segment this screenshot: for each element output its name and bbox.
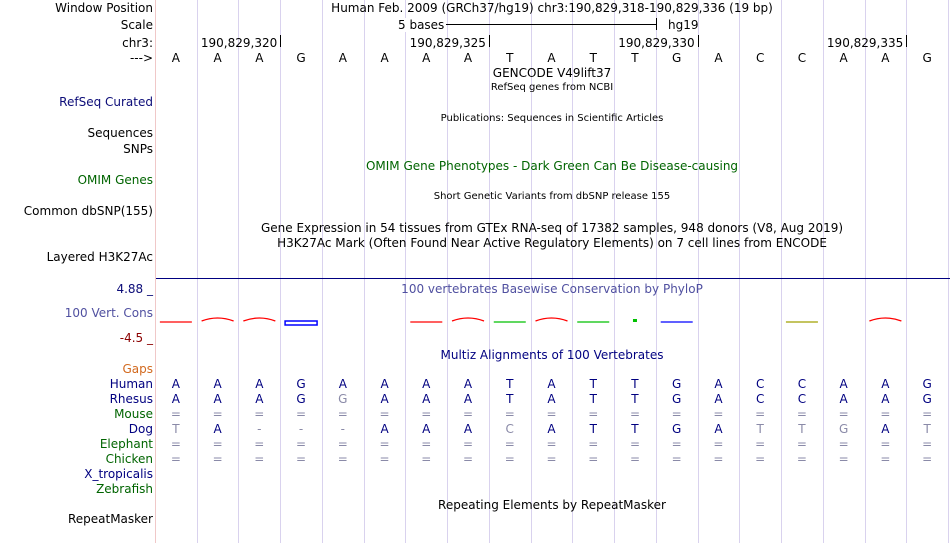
alignment-base: A	[547, 377, 556, 391]
alignment-base: A	[422, 377, 431, 391]
alignment-base: =	[880, 437, 891, 451]
species-label[interactable]: X_tropicalis	[84, 467, 153, 481]
phylop-conservation-plot	[0, 312, 950, 328]
base: A	[338, 51, 347, 65]
refseq-track-title[interactable]: RefSeq genes from NCBI	[490, 82, 614, 93]
alignment-base: G	[296, 377, 306, 391]
alignment-base: =	[212, 437, 223, 451]
alignment-base: A	[380, 377, 389, 391]
alignment-base: A	[547, 392, 556, 406]
alignment-base: =	[379, 452, 390, 466]
base: G	[296, 51, 306, 65]
alignment-base: =	[462, 407, 474, 421]
alignment-base: =	[170, 437, 181, 451]
window-position-label[interactable]: Window Position	[55, 1, 153, 15]
alignment-base: G	[672, 422, 682, 436]
alignment-base: G	[338, 392, 348, 406]
alignment-base: =	[629, 407, 640, 421]
alignment-base: A	[422, 422, 431, 436]
coordinate-label: 190,829,325	[409, 36, 486, 50]
strand-label: --->	[129, 51, 153, 65]
scale-bar-line	[434, 24, 656, 25]
species-label[interactable]: Elephant	[99, 437, 153, 451]
base: A	[881, 51, 890, 65]
alignment-base: =	[796, 437, 807, 451]
coordinate-tick	[280, 35, 281, 47]
alignment-base: A	[714, 392, 723, 406]
publications-track-title[interactable]: Publications: Sequences in Scientific Articles	[440, 113, 664, 124]
repeatmasker-label[interactable]: RepeatMasker	[67, 512, 153, 526]
alignment-base: =	[546, 407, 557, 421]
alignment-base: C	[505, 422, 514, 436]
alignment-base: A	[380, 422, 389, 436]
sequences-label[interactable]: Sequences	[87, 126, 153, 140]
alignment-base: =	[504, 437, 515, 451]
alignment-base: =	[379, 407, 390, 421]
alignment-base: =	[421, 452, 432, 466]
base: G	[672, 51, 682, 65]
species-label[interactable]: Chicken	[105, 452, 153, 466]
scale-bar-right-tick	[656, 18, 657, 30]
alignment-base: =	[796, 452, 807, 466]
multiz-track-title[interactable]: Multiz Alignments of 100 Vertebrates	[440, 348, 664, 362]
alignment-base: C	[797, 392, 807, 406]
alignment-base: G	[839, 422, 849, 436]
alignment-base: T	[631, 422, 639, 436]
alignment-base: =	[629, 452, 640, 466]
alignment-base: A	[463, 392, 473, 406]
alignment-base: T	[798, 422, 806, 436]
alignment-base: T	[589, 377, 597, 391]
alignment-base: =	[880, 452, 891, 466]
alignment-base: T	[923, 422, 931, 436]
chrom-label[interactable]: chr3:	[122, 36, 153, 50]
alignment-base: T	[631, 377, 639, 391]
window-position-value: Human Feb. 2009 (GRCh37/hg19) chr3:190,829,318-190,829,336 (19 bp)	[331, 1, 773, 15]
alignment-base: =	[337, 437, 348, 451]
alignment-base: =	[546, 452, 557, 466]
alignment-base: =	[379, 437, 390, 451]
alignment-base: =	[838, 407, 849, 421]
repeatmasker-track-title[interactable]: Repeating Elements by RepeatMasker	[438, 498, 666, 512]
gtex-track-title[interactable]: Gene Expression in 54 tissues from GTEx RNA-seq of 17382 samples, 948 donors (V8, Aug 2019)	[260, 221, 844, 235]
coordinate-label: 190,829,320	[200, 36, 278, 50]
omim-track-title[interactable]: OMIM Gene Phenotypes - Dark Green Can Be Disease-causing	[365, 159, 739, 173]
alignment-base: A	[171, 377, 180, 391]
alignment-base: =	[337, 452, 348, 466]
base: C	[797, 51, 807, 65]
alignment-base: =	[838, 452, 849, 466]
alignment-base: =	[755, 437, 766, 451]
alignment-base: T	[589, 392, 597, 406]
alignment-base: =	[713, 452, 724, 466]
conservation-mark	[452, 318, 484, 321]
coordinate-tick	[698, 35, 699, 47]
alignment-base: =	[755, 407, 766, 421]
base: T	[631, 51, 639, 65]
alignment-base: A	[171, 392, 180, 406]
alignment-base: =	[546, 437, 557, 451]
base: T	[506, 51, 514, 65]
base: C	[755, 51, 765, 65]
conservation-mark	[633, 319, 637, 322]
alignment-base: =	[796, 407, 807, 421]
coordinate-tick	[906, 35, 907, 47]
layered-h3k27ac-label[interactable]: Layered H3K27Ac	[46, 250, 153, 264]
alignment-base: C	[755, 377, 765, 391]
alignment-base: =	[671, 407, 682, 421]
alignment-base: A	[547, 422, 556, 436]
conservation-mark	[202, 318, 234, 321]
alignment-base: A	[255, 392, 264, 406]
refseq-curated-label[interactable]: RefSeq Curated	[59, 95, 153, 109]
coordinate-tick	[489, 35, 490, 47]
gencode-track-title[interactable]: GENCODE V49lift37	[492, 66, 612, 80]
alignment-base: =	[212, 407, 223, 421]
alignment-base: =	[170, 407, 181, 421]
alignment-base: =	[462, 452, 474, 466]
alignment-base: =	[296, 437, 307, 451]
alignment-base: =	[421, 407, 432, 421]
alignment-base: -	[257, 422, 262, 436]
alignment-base: =	[254, 452, 265, 466]
alignment-base: A	[881, 377, 890, 391]
phylop-track-title[interactable]: 100 vertebrates Basewise Conservation by PhyloP	[401, 282, 703, 296]
alignment-base: =	[337, 407, 348, 421]
phylop-max-label: 4.88 _	[116, 282, 153, 296]
alignment-base: =	[671, 437, 682, 451]
alignment-base: -	[340, 422, 345, 436]
common-dbsnp-label[interactable]: Common dbSNP(155)	[23, 204, 153, 218]
alignment-base: T	[506, 377, 514, 391]
alignment-base: =	[296, 407, 307, 421]
alignment-base: G	[296, 392, 306, 406]
omim-genes-label[interactable]: OMIM Genes	[77, 173, 153, 187]
coordinate-label: 190,829,335	[826, 36, 904, 50]
species-label[interactable]: Zebrafish	[96, 482, 153, 496]
conservation-mark	[536, 318, 568, 321]
alignment-base: A	[338, 377, 347, 391]
phylop-min-label: -4.5 _	[119, 331, 153, 345]
alignment-base: A	[255, 377, 264, 391]
species-label[interactable]: Mouse	[114, 407, 153, 421]
alignment-base: =	[671, 452, 682, 466]
alignment-base: A	[839, 377, 848, 391]
base: A	[171, 51, 180, 65]
base: T	[589, 51, 597, 65]
scale-label[interactable]: Scale	[120, 18, 153, 32]
dbsnp-track-title[interactable]: Short Genetic Variants from dbSNP release 155	[433, 191, 671, 202]
phylop-track-label[interactable]: 100 Vert. Cons	[64, 306, 153, 320]
alignment-base: T	[172, 422, 180, 436]
base: A	[839, 51, 848, 65]
alignment-base: T	[589, 422, 597, 436]
alignment-base: A	[881, 422, 890, 436]
alignment-base: =	[421, 437, 432, 451]
conservation-mark	[243, 318, 275, 321]
alignment-base: G	[922, 392, 932, 406]
alignment-base: =	[296, 452, 307, 466]
species-label[interactable]: Human	[109, 377, 153, 391]
alignment-base: =	[462, 437, 474, 451]
species-label[interactable]: Rhesus	[109, 392, 153, 406]
alignment-base: T	[756, 422, 764, 436]
alignment-base: =	[880, 407, 891, 421]
alignment-base: =	[838, 437, 849, 451]
scale-value: 5 bases	[398, 18, 445, 32]
alignment-base: A	[422, 392, 431, 406]
alignment-base: A	[881, 392, 890, 406]
alignment-base: C	[755, 392, 765, 406]
alignment-base: G	[672, 377, 682, 391]
alignment-base: A	[463, 377, 473, 391]
base: A	[547, 51, 556, 65]
alignment-base: A	[714, 422, 723, 436]
alignment-base: =	[922, 437, 933, 451]
base: A	[380, 51, 389, 65]
alignment-base: =	[588, 437, 599, 451]
alignment-base: A	[714, 377, 723, 391]
alignment-base: =	[629, 437, 640, 451]
h3k27ac-track-title[interactable]: H3K27Ac Mark (Often Found Near Active Regulatory Elements) on 7 cell lines from ENCODE	[277, 236, 827, 250]
base: A	[422, 51, 431, 65]
conservation-mark	[869, 318, 901, 321]
alignment-base: C	[797, 377, 807, 391]
alignment-base: A	[213, 392, 222, 406]
alignment-base: =	[713, 437, 724, 451]
alignment-base: =	[588, 452, 599, 466]
alignment-base: =	[755, 452, 766, 466]
alignment-base: -	[298, 422, 304, 436]
alignment-base: =	[504, 407, 515, 421]
base: G	[922, 51, 932, 65]
alignment-base: =	[713, 407, 724, 421]
track-separator	[156, 278, 950, 279]
alignment-base: =	[588, 407, 599, 421]
alignment-base: =	[254, 437, 265, 451]
conservation-mark	[285, 321, 317, 325]
species-label[interactable]: Dog	[128, 422, 153, 436]
alignment-base: A	[463, 422, 473, 436]
alignment-base: A	[213, 422, 222, 436]
alignment-base: T	[506, 392, 514, 406]
base: A	[463, 51, 473, 65]
base: A	[213, 51, 222, 65]
gaps-label[interactable]: Gaps	[122, 362, 153, 376]
base: A	[714, 51, 723, 65]
scale-assembly: hg19	[668, 18, 699, 32]
alignment-base: A	[213, 377, 222, 391]
alignment-base: =	[254, 407, 265, 421]
alignment-base: =	[504, 452, 515, 466]
alignment-base: =	[922, 407, 933, 421]
alignment-base: A	[839, 392, 848, 406]
base: A	[255, 51, 264, 65]
snps-label[interactable]: SNPs	[123, 142, 153, 156]
alignment-base: =	[170, 452, 181, 466]
alignment-base: T	[631, 392, 639, 406]
alignment-base: =	[922, 452, 933, 466]
coordinate-label: 190,829,330	[618, 36, 695, 50]
alignment-base: G	[672, 392, 682, 406]
alignment-base: G	[922, 377, 932, 391]
alignment-base: A	[380, 392, 389, 406]
alignment-base: =	[212, 452, 223, 466]
